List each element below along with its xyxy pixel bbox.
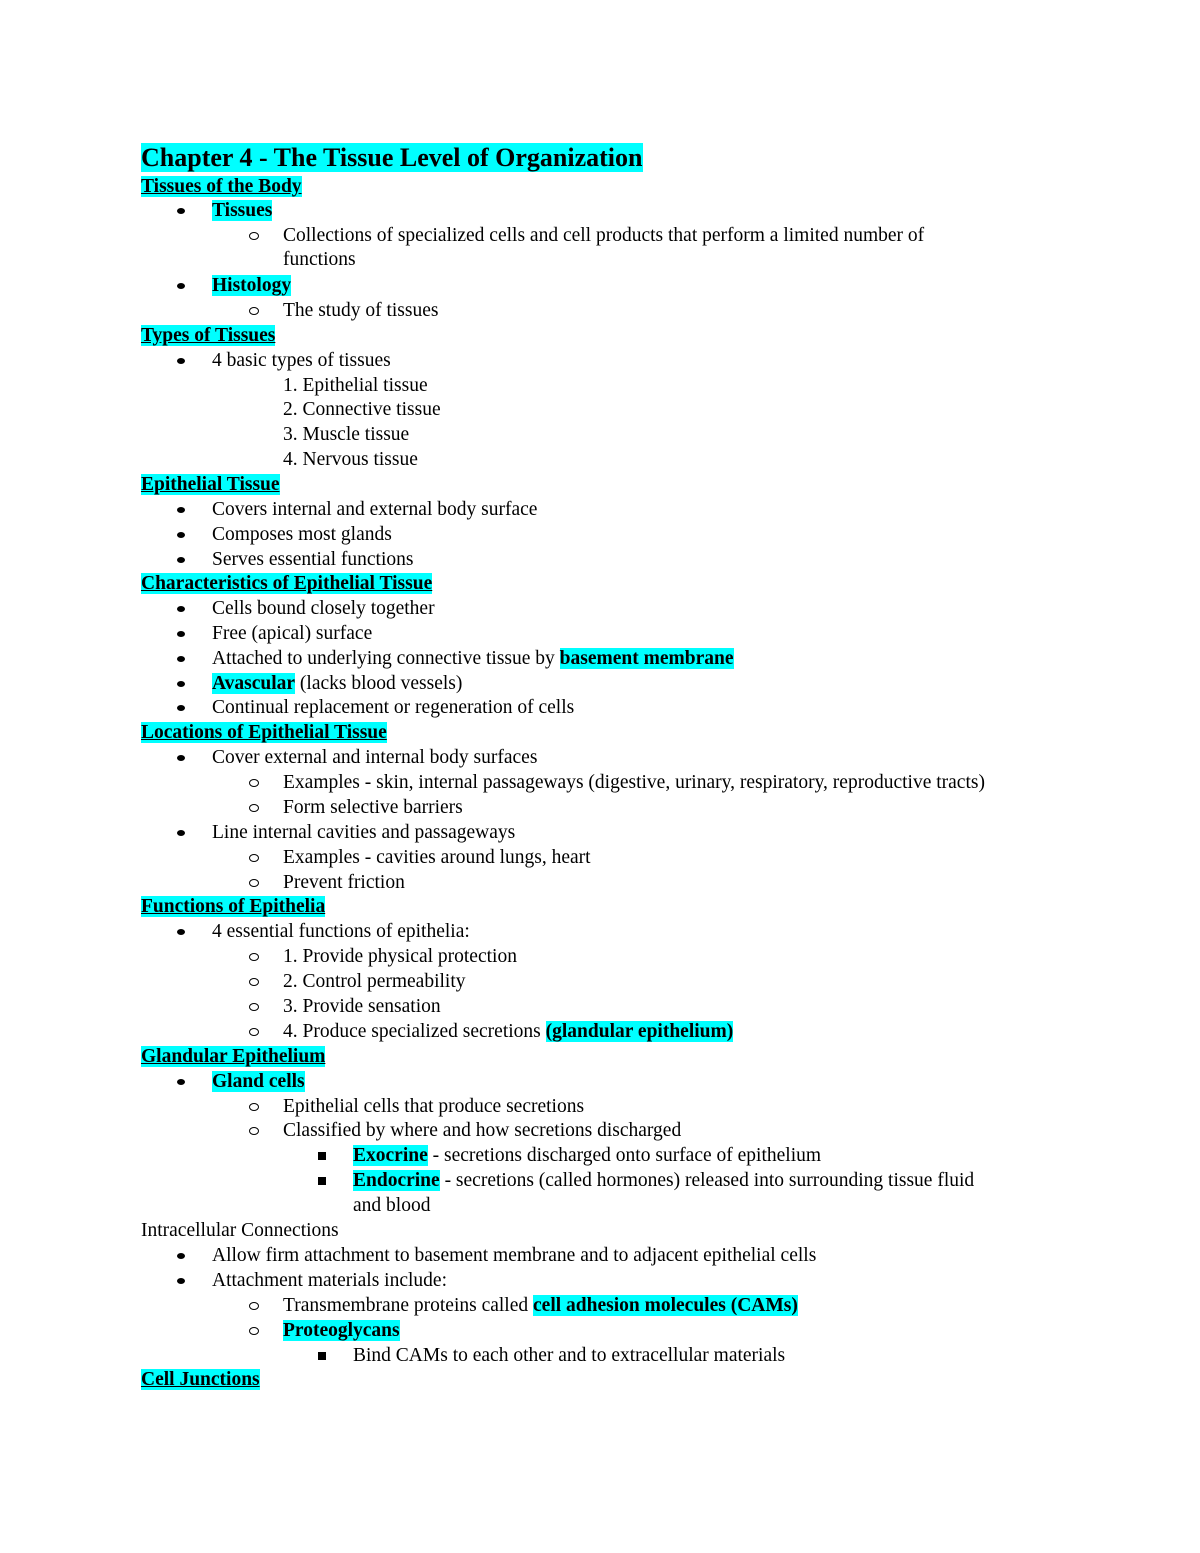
bullet-square-icon: [318, 1168, 326, 1193]
list-item: [212, 671, 462, 696]
term-highlight: Exocrine: [353, 1145, 428, 1166]
bullet-square-icon: [318, 1343, 326, 1368]
bullet-dot-icon: [177, 348, 185, 373]
list-item: [212, 646, 734, 671]
bullet-circle-icon: [249, 1318, 259, 1343]
heading-text: Characteristics of Epithelial Tissue: [141, 573, 433, 594]
bullet-dot-icon: [177, 1243, 185, 1268]
bullet-circle-icon: [249, 845, 259, 870]
bullet-circle-icon: [249, 298, 259, 323]
list-item: Classified by where and how secretions discharged: [283, 1120, 682, 1141]
numbered-item: 1. Epithelial tissue: [283, 375, 428, 396]
bullet-dot-icon: [177, 198, 185, 223]
item-text: - secretions discharged onto surface of epithelium: [427, 1145, 822, 1166]
item-text: 4. Produce specialized secretions: [283, 1021, 546, 1042]
section-heading-characteristics: [141, 571, 432, 596]
heading-text: Tissues of the Body: [141, 176, 302, 197]
item-text: Transmembrane proteins called: [283, 1295, 534, 1316]
term-highlight: Avascular: [212, 673, 296, 694]
list-item: Prevent friction: [283, 872, 405, 893]
bullet-dot-icon: [177, 919, 185, 944]
section-heading-glandular: [141, 1044, 325, 1069]
bullet-circle-icon: [249, 994, 259, 1019]
list-item: [283, 1293, 798, 1318]
list-item: Attachment materials include:: [212, 1270, 447, 1291]
heading-text: Glandular Epithelium: [141, 1046, 326, 1067]
bullet-dot-icon: [177, 820, 185, 845]
list-item: Composes most glands: [212, 524, 392, 545]
list-item-continuation: and blood: [353, 1195, 431, 1216]
bullet-circle-icon: [249, 223, 259, 248]
bullet-dot-icon: [177, 646, 185, 671]
bullet-circle-icon: [249, 1019, 259, 1044]
bullet-dot-icon: [177, 695, 185, 720]
list-item: [353, 1168, 974, 1193]
bullet-dot-icon: [177, 621, 185, 646]
heading-text: Epithelial Tissue: [141, 474, 280, 495]
bullet-circle-icon: [249, 969, 259, 994]
term-highlight: cell adhesion molecules (CAMs): [533, 1295, 798, 1316]
section-heading-tissues-body: [141, 174, 302, 199]
term-highlight: Endocrine: [353, 1170, 440, 1191]
bullet-dot-icon: [177, 1268, 185, 1293]
list-item: 2. Control permeability: [283, 971, 466, 992]
bullet-dot-icon: [177, 522, 185, 547]
list-item: Cover external and internal body surfaces: [212, 747, 538, 768]
section-heading-intracellular: Intracellular Connections: [141, 1220, 339, 1241]
heading-text: Locations of Epithelial Tissue: [141, 722, 387, 743]
term-highlight: Gland cells: [212, 1071, 305, 1092]
heading-text: Types of Tissues: [141, 325, 276, 346]
list-item: Continual replacement or regeneration of cells: [212, 697, 575, 718]
bullet-dot-icon: [177, 497, 185, 522]
numbered-item: 2. Connective tissue: [283, 399, 441, 420]
list-item: 1. Provide physical protection: [283, 946, 517, 967]
list-item: Free (apical) surface: [212, 623, 373, 644]
numbered-item: 4. Nervous tissue: [283, 449, 418, 470]
list-item: Collections of specialized cells and cell products that perform a limited number of: [283, 225, 925, 246]
list-item: [283, 1318, 400, 1343]
list-item: [353, 1143, 821, 1168]
list-item: The study of tissues: [283, 300, 439, 321]
list-item: 4 essential functions of epithelia:: [212, 921, 470, 942]
item-text: (lacks blood vessels): [295, 673, 463, 694]
list-item-continuation: functions: [283, 249, 356, 270]
heading-text: Cell Junctions: [141, 1369, 260, 1390]
list-item: [212, 198, 272, 223]
list-item: Examples - skin, internal passageways (digestive, urinary, respiratory, reproductive tracts): [283, 772, 985, 793]
section-heading-types: [141, 323, 275, 348]
list-item: [283, 1019, 733, 1044]
bullet-dot-icon: [177, 745, 185, 770]
bullet-circle-icon: [249, 1293, 259, 1318]
bullet-circle-icon: [249, 770, 259, 795]
list-item: 3. Provide sensation: [283, 996, 441, 1017]
bullet-dot-icon: [177, 273, 185, 298]
bullet-circle-icon: [249, 1118, 259, 1143]
list-item: Covers internal and external body surface: [212, 499, 538, 520]
page-title: [141, 142, 643, 174]
bullet-circle-icon: [249, 1094, 259, 1119]
list-item: Examples - cavities around lungs, heart: [283, 847, 591, 868]
bullet-dot-icon: [177, 596, 185, 621]
list-item: Allow firm attachment to basement membrane and to adjacent epithelial cells: [212, 1245, 817, 1266]
list-item: 4 basic types of tissues: [212, 350, 391, 371]
bullet-circle-icon: [249, 870, 259, 895]
list-item: Form selective barriers: [283, 797, 463, 818]
heading-text: Functions of Epithelia: [141, 896, 326, 917]
list-item: Line internal cavities and passageways: [212, 822, 516, 843]
item-text: Attached to underlying connective tissue by: [212, 648, 560, 669]
term-highlight: Proteoglycans: [283, 1320, 400, 1341]
bullet-square-icon: [318, 1143, 326, 1168]
title-text: Chapter 4 - The Tissue Level of Organization: [141, 143, 643, 172]
term-highlight: (glandular epithelium): [545, 1021, 734, 1042]
item-text: - secretions (called hormones) released into surrounding tissue fluid: [439, 1170, 975, 1191]
list-item: [212, 1069, 305, 1094]
term-highlight: Histology: [212, 275, 292, 296]
list-item: [212, 273, 291, 298]
list-item: Bind CAMs to each other and to extracellular materials: [353, 1345, 786, 1366]
bullet-dot-icon: [177, 671, 185, 696]
term-highlight: basement membrane: [559, 648, 734, 669]
section-heading-epithelial: [141, 472, 280, 497]
section-heading-junctions: [141, 1367, 260, 1392]
bullet-dot-icon: [177, 1069, 185, 1094]
numbered-item: 3. Muscle tissue: [283, 424, 410, 445]
list-item: Epithelial cells that produce secretions: [283, 1096, 585, 1117]
section-heading-functions: [141, 894, 325, 919]
term-highlight: Tissues: [212, 200, 273, 221]
bullet-circle-icon: [249, 944, 259, 969]
list-item: Serves essential functions: [212, 549, 414, 570]
bullet-dot-icon: [177, 547, 185, 572]
bullet-circle-icon: [249, 795, 259, 820]
section-heading-locations: [141, 720, 387, 745]
list-item: Cells bound closely together: [212, 598, 435, 619]
